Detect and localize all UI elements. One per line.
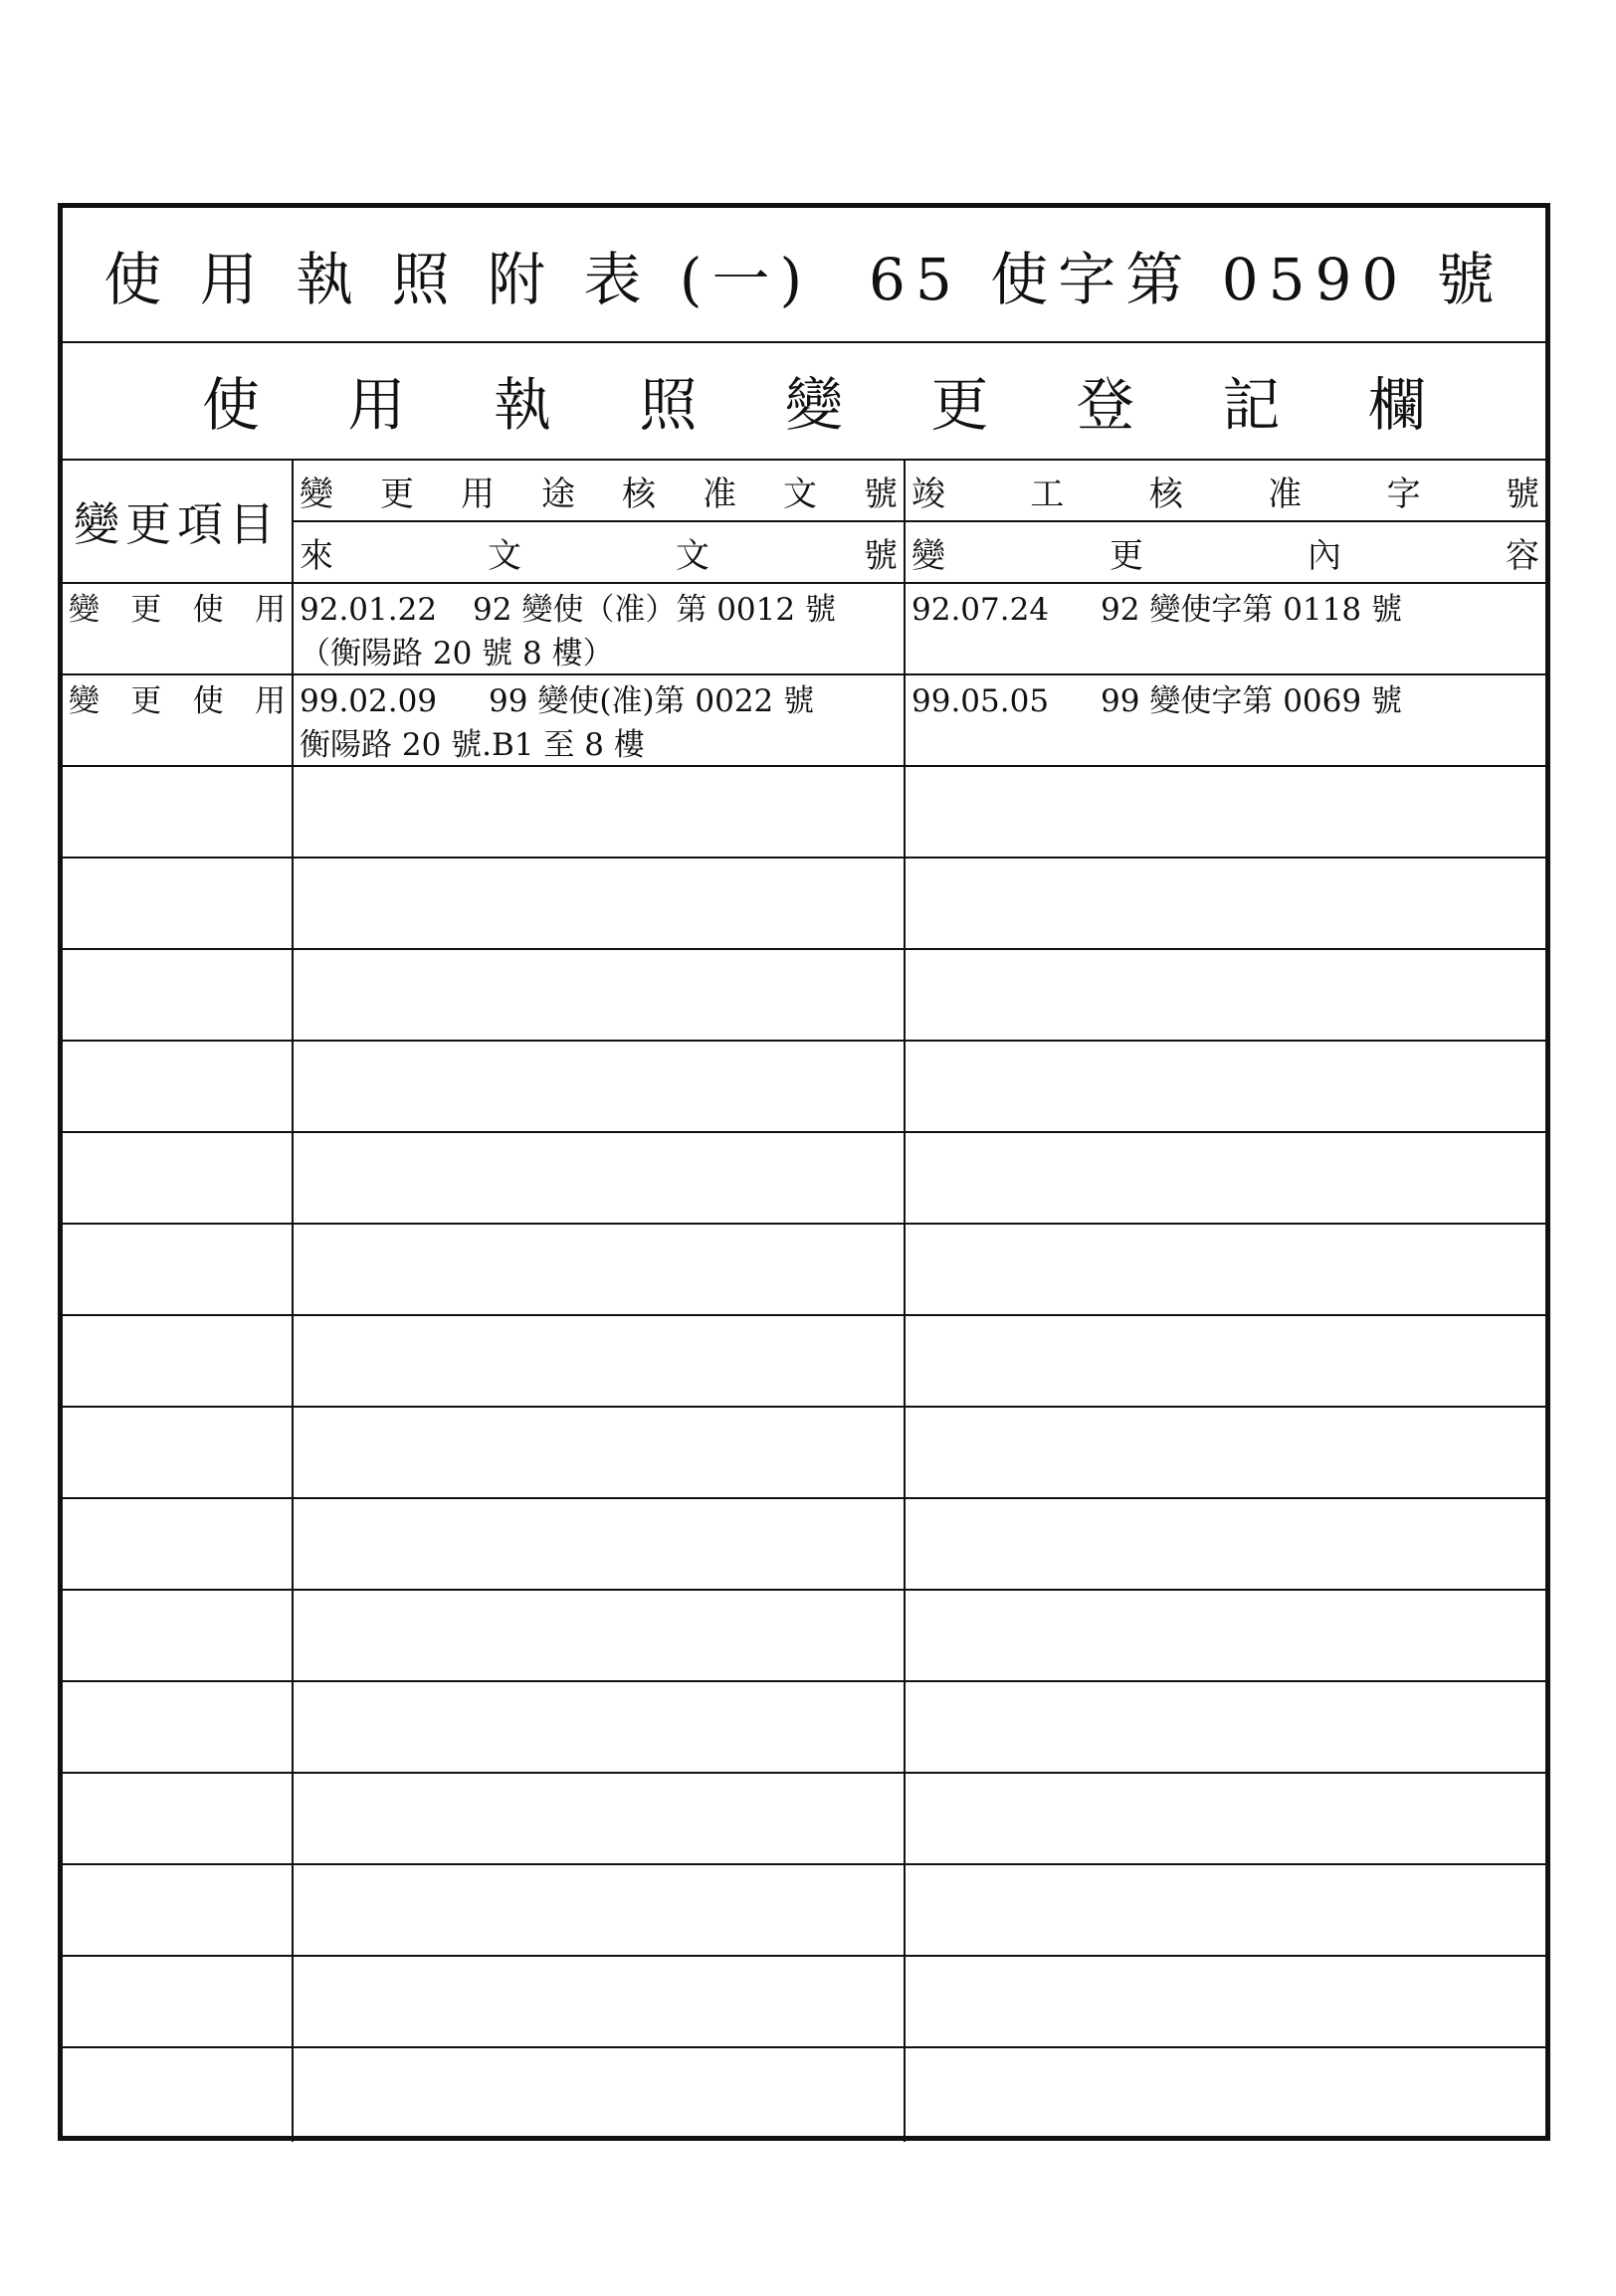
- approval-no: 99 變使(准)第 0022 號: [489, 683, 815, 719]
- completion-line: [911, 679, 1539, 723]
- heading-char: 照: [639, 371, 698, 439]
- item-cell: [63, 1682, 294, 1772]
- table-row: [63, 1682, 1545, 1774]
- approval-cell: [294, 1682, 906, 1772]
- approval-cell: [294, 767, 906, 857]
- completion-date: 99.05.05: [911, 683, 1050, 719]
- approval-cell: [294, 584, 906, 673]
- table-row: [63, 1133, 1545, 1225]
- table-body: [63, 584, 1545, 2136]
- table-row: [63, 767, 1545, 859]
- approval-cell: [294, 950, 906, 1040]
- header-char: 用: [461, 474, 495, 514]
- item-cell: [63, 859, 294, 948]
- item-char: 變: [69, 683, 100, 719]
- table-row: [63, 1957, 1545, 2048]
- column-header-incoming-doc: [294, 522, 906, 584]
- header-char: 竣: [911, 474, 945, 514]
- item-cell: [63, 1225, 294, 1314]
- header-char: 號: [1505, 474, 1539, 514]
- header-char: 文: [783, 474, 817, 514]
- item-cell: [63, 584, 294, 673]
- completion-cell: [906, 1408, 1545, 1497]
- approval-date: 92.01.22: [300, 592, 438, 628]
- title-row: [63, 208, 1545, 343]
- item-cell: [63, 1316, 294, 1406]
- heading-char: 更: [930, 371, 989, 439]
- item-label: [69, 679, 286, 723]
- table-row: [63, 1865, 1545, 1957]
- item-char: 用: [254, 683, 286, 719]
- item-char: 使: [192, 592, 224, 628]
- completion-cell: [906, 1682, 1545, 1772]
- heading-char: 執: [493, 371, 551, 439]
- section-heading: [63, 341, 1545, 461]
- approval-note: 衡陽路 20 號.B1 至 8 樓: [300, 727, 645, 763]
- heading-char: 變: [784, 371, 843, 439]
- table-row: [63, 859, 1545, 950]
- completion-cell: [906, 950, 1545, 1040]
- completion-cell: [906, 1499, 1545, 1589]
- heading-char: 記: [1222, 371, 1281, 439]
- completion-cell: [906, 859, 1545, 948]
- header-char: 號: [864, 535, 898, 576]
- completion-date: 92.07.24: [911, 592, 1050, 628]
- approval-cell: [294, 1591, 906, 1680]
- heading-char: 使: [202, 371, 261, 439]
- approval-line: [300, 679, 898, 723]
- item-cell: [63, 2048, 294, 2142]
- table-row: [63, 1591, 1545, 1682]
- table-row: [63, 1499, 1545, 1591]
- approval-cell: [294, 1499, 906, 1589]
- header-char: 途: [541, 474, 575, 514]
- completion-cell: [906, 675, 1545, 765]
- item-cell: [63, 675, 294, 765]
- completion-cell: [906, 1042, 1545, 1131]
- completion-cell: [906, 1225, 1545, 1314]
- item-cell: [63, 1408, 294, 1497]
- completion-cell: [906, 767, 1545, 857]
- header-char: 字: [1386, 474, 1421, 514]
- completion-no: 99 變使字第 0069 號: [1101, 683, 1402, 719]
- approval-no: 92 變使（准）第 0012 號: [473, 592, 836, 628]
- item-char: 更: [130, 683, 162, 719]
- completion-cell: [906, 584, 1545, 673]
- header-char: 准: [1268, 474, 1303, 514]
- table-row: [63, 2048, 1545, 2142]
- column-header-item: 變更項目: [63, 461, 294, 584]
- header-char: 來: [300, 535, 333, 576]
- header-char: 准: [703, 474, 736, 514]
- completion-cell: [906, 1957, 1545, 2046]
- table-row: [63, 1408, 1545, 1499]
- approval-cell: [294, 1316, 906, 1406]
- approval-cell: [294, 1133, 906, 1223]
- item-cell: [63, 1774, 294, 1863]
- item-cell: [63, 1499, 294, 1589]
- header-char: 變: [911, 535, 945, 576]
- item-cell: [63, 1591, 294, 1680]
- approval-date: 99.02.09: [300, 683, 438, 719]
- completion-cell: [906, 2048, 1545, 2142]
- approval-note: （衡陽路 20 號 8 樓）: [300, 636, 614, 671]
- approval-cell: [294, 675, 906, 765]
- item-cell: [63, 1042, 294, 1131]
- item-cell: [63, 950, 294, 1040]
- approval-line: [300, 588, 898, 632]
- completion-cell: [906, 1774, 1545, 1863]
- usage-permit-attachment-form: [58, 203, 1550, 2141]
- column-header-change-content: [906, 522, 1545, 584]
- completion-cell: [906, 1316, 1545, 1406]
- table-row: [63, 1225, 1545, 1316]
- table-row: [63, 950, 1545, 1042]
- header-char: 更: [1110, 535, 1143, 576]
- form-title: 使 用 執 照 附 表 (一) 65 使字第 0590 號: [103, 246, 1505, 313]
- approval-cell: [294, 2048, 906, 2142]
- table-row: [63, 1042, 1545, 1133]
- approval-cell: [294, 1774, 906, 1863]
- item-cell: [63, 1865, 294, 1955]
- approval-cell: [294, 1225, 906, 1314]
- header-char: 內: [1308, 535, 1341, 576]
- header-char: 號: [864, 474, 898, 514]
- table-row: [63, 1316, 1545, 1408]
- item-char: 用: [254, 592, 286, 628]
- item-cell: [63, 767, 294, 857]
- heading-char: 用: [347, 371, 406, 439]
- completion-cell: [906, 1865, 1545, 1955]
- heading-char: 登: [1076, 371, 1134, 439]
- approval-cell: [294, 1408, 906, 1497]
- completion-cell: [906, 1591, 1545, 1680]
- approval-cell: [294, 1957, 906, 2046]
- completion-line: [911, 588, 1539, 632]
- column-header-completion-no: [906, 461, 1545, 522]
- item-char: 使: [192, 683, 224, 719]
- header-char: 文: [676, 535, 709, 576]
- item-label: [69, 588, 286, 632]
- approval-cell: [294, 859, 906, 948]
- completion-cell: [906, 1133, 1545, 1223]
- approval-cell: [294, 1042, 906, 1131]
- item-cell: [63, 1133, 294, 1223]
- header-char: 變: [300, 474, 333, 514]
- header-char: 核: [622, 474, 656, 514]
- heading-char: 欄: [1367, 371, 1426, 439]
- completion-no: 92 變使字第 0118 號: [1101, 592, 1402, 628]
- column-header-approval-doc: [294, 461, 906, 522]
- table-row: [63, 584, 1545, 675]
- header-char: 更: [380, 474, 414, 514]
- item-char: 更: [130, 592, 162, 628]
- header-char: 工: [1030, 474, 1065, 514]
- item-cell: [63, 1957, 294, 2046]
- header-char: 核: [1148, 474, 1183, 514]
- approval-cell: [294, 1865, 906, 1955]
- item-char: 變: [69, 592, 100, 628]
- table-row: [63, 675, 1545, 767]
- table-row: [63, 1774, 1545, 1865]
- header-char: 文: [488, 535, 521, 576]
- change-register-table: [63, 461, 1545, 2136]
- header-char: 容: [1506, 535, 1539, 576]
